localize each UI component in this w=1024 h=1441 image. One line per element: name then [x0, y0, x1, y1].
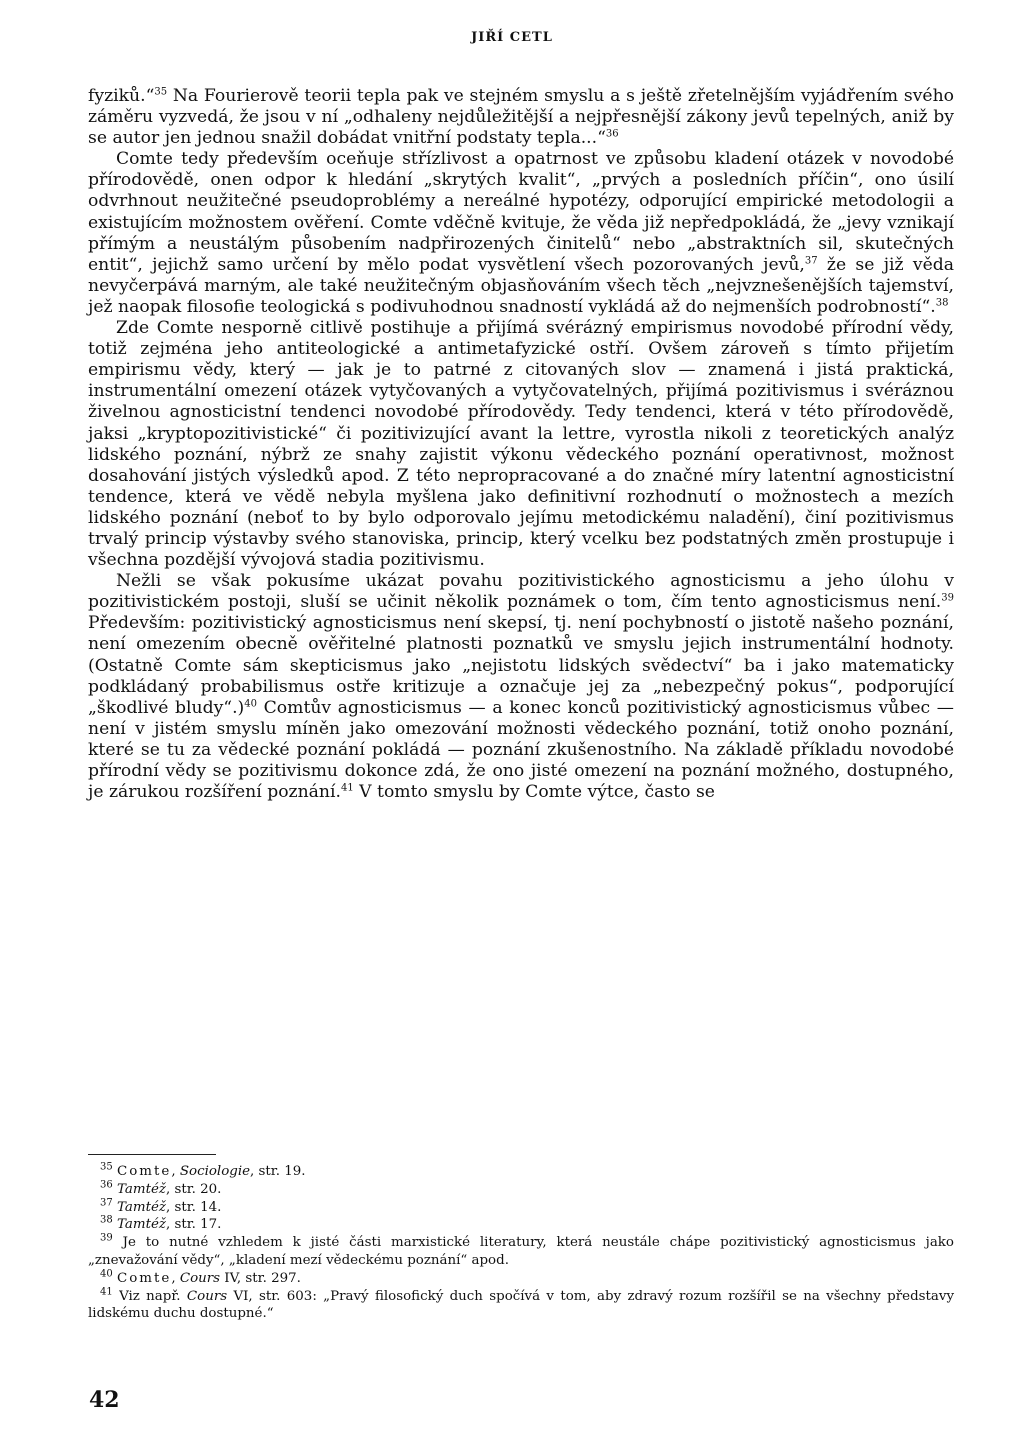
work-title: Tamtéž: [117, 1181, 166, 1197]
footnote-ref: 35: [154, 86, 168, 98]
author-name: Comte: [117, 1164, 172, 1179]
main-text: [88, 86, 954, 803]
text-span: Comte tedy především oceňuje střízlivost a opatrnost ve způsobu kladení otázek v novodobé přírodovědě, onen odpor k hledání „skrytých kvalit“, „prvých a posledních příčin“, ono úsilí odvrhnout neužitečné pseudoproblémy a nereálné hypotézy, odporující empirické metodologii a existujícím možnostem ověření. Comte vděčně kvituje, že věda již nepředpokládá, že „jevy vznikají přímým a neustálým působením nadpřirozených činitelů“ nebo „abstraktních sil, skutečných entit“, jejichž samo určení by mělo podat vysvětlení všech pozorovaných jevů,: [88, 149, 954, 275]
work-title: Sociologie: [179, 1164, 251, 1179]
paragraph: [88, 318, 954, 571]
work-title: Tamtéž: [117, 1199, 166, 1215]
footnote-number: 40: [100, 1268, 113, 1280]
footnote-number: 37: [100, 1197, 113, 1209]
text-span: Především: pozitivistický agnosticismus není skepsí, tj. není pochybností o jistotě našeho poznání, není omezením obecně ověřitelné platnosti poznatků ve smyslu jejich instrumentální hodnoty. (Ostatně Comte sám skepticismus jako „nejistotu lidských svědectví“ ba i jako matematicky podkládaný probabilismus ostře kritizuje a označuje jej za „nebezpečný pokus“, podporující „škodlivé bludy“.): [88, 613, 954, 718]
footnote-number: 39: [100, 1232, 113, 1244]
text-span: ,: [171, 1164, 180, 1179]
text-span: , str. 20.: [165, 1181, 222, 1197]
footnote: [88, 1234, 954, 1270]
text-span: Viz např.: [119, 1288, 187, 1304]
work-title: Tamtéž: [117, 1217, 166, 1233]
text-span: Nežli se však pokusíme ukázat povahu pozitivistického agnosticismu a jeho úlohu v pozitivistickém postoji, sluší se učinit několik poznámek o tom, čím tento agnosticismus není.: [88, 571, 954, 613]
text-span: V tomto smyslu by Comte výtce, často se: [353, 782, 715, 803]
work-title: Cours: [179, 1270, 221, 1286]
footnotes: [88, 1163, 954, 1323]
footnote-number: 41: [100, 1286, 113, 1298]
text-span: IV, str. 297.: [220, 1270, 301, 1286]
text-span: Zde Comte nesporně citlivě postihuje a přijímá svérázný empirismus novodobé přírodní vědy, totiž zejména jeho antiteologické a antimetafyzické ostří. Ovšem zároveň s tímto přijetím empirismu vědy, který — jak je to patrné z citovaných slov — znamená i jistá praktická, instrumentální omezení otázek vytyčovaných a vytyčovatelných, přijímá pozitivismus i svéráznou živelnou agnosticistní tendenci novodobé přírodovědy. Tedy tendenci, která v této přírodovědě, jaksi „kryptopozitivistické“ či pozitivizující avant la lettre, vyrostla nikoli z teoretických analýz lidského poznání, nýbrž ze snahy zajistit výkonu vědeckého poznání operativnost, možnost dosahování jistých výsledků apod. Z této nepropracované a do značné míry latentní agnosticistní tendence, která ve vědě nebyla myšlena jako definitivní rozhodnutí o možnostech a mezích lidského poznání (neboť to by bylo odporovalo jejímu metodickému naladění), činí pozitivismus trvalý princip výstavby svého stanoviska, princip, který vcelku bez podstatných změn prostupuje i všechna pozdější vývojová stadia pozitivismu.: [88, 318, 954, 571]
text-span: Je to nutné vzhledem k jisté části marxistické literatury, která neustále chápe pozitivistický agnosticismus jako „znevažování vědy“, „kladení mezí vědeckému poznání“ apod.: [88, 1235, 954, 1268]
paragraph: [88, 149, 954, 318]
footnote-separator: [88, 1154, 216, 1155]
footnote-ref: 39: [941, 592, 954, 604]
footnote: [88, 1163, 954, 1181]
text-span: , str. 14.: [165, 1199, 222, 1215]
footnote-ref: 40: [244, 697, 257, 709]
footnote-ref: 41: [340, 782, 354, 794]
paragraph: [88, 86, 954, 149]
running-header: JIŘÍ CETL: [471, 30, 553, 45]
footnote: [88, 1216, 954, 1234]
text-span: ,: [171, 1270, 180, 1286]
footnote: [88, 1181, 954, 1199]
footnote: [88, 1288, 954, 1324]
work-title: Cours: [186, 1288, 228, 1304]
footnote-ref: 38: [935, 297, 949, 309]
footnote-number: 36: [100, 1179, 113, 1191]
text-span: VI, str. 603: „Pravý filosofický duch spočívá v tom, aby zdravý rozum rozšířil se na všechny představy lidskému duchu dostupné.“: [88, 1288, 955, 1322]
paragraph: [88, 571, 954, 803]
footnote-ref: 36: [605, 128, 619, 140]
footnote-ref: 37: [804, 255, 818, 267]
text-span: že se již věda nevyčerpává marným, ale také neužitečným objasňováním všech těch „nejvznešenějších tajemství, jež naopak filosofie teologická s podivuhodnou snadností vykládá až do nejmenších podrobností“.: [88, 254, 954, 317]
footnote: [88, 1270, 954, 1288]
text-span: Na Fourierově teorii tepla pak ve stejném smyslu a s ještě zřetelnějším vyjádřením svého záměru vyzvedá, že jsou v ní „odhaleny nejdůležitější a nejpřesnější zákony jevů tepelných, aniž by se autor jen jednou snažil dobádat vnitřní podstaty tepla...“: [88, 86, 954, 149]
text-span: , str. 19.: [250, 1164, 306, 1179]
text-span: , str. 17.: [165, 1217, 222, 1233]
author-name: Comte: [117, 1270, 172, 1286]
text-span: fyziků.“: [88, 86, 155, 106]
footnote-number: 35: [100, 1161, 113, 1173]
page-number: 42: [89, 1387, 120, 1413]
footnote: [88, 1199, 954, 1217]
footnote-number: 38: [100, 1214, 113, 1226]
text-span: Comtův agnosticismus — a konec konců pozitivistický agnosticismus vůbec — není v jistém smyslu míněn jako omezování možnosti vědeckého poznání, totiž onoho poznání, které se tu za vědecké poznání pokládá — poznání zkušenostního. Na základě příkladu novodobé přírodní vědy se pozitivismu dokonce zdá, že ono jisté omezení na poznání možného, dostupného, je zárukou rozšíření poznání.: [88, 697, 954, 803]
